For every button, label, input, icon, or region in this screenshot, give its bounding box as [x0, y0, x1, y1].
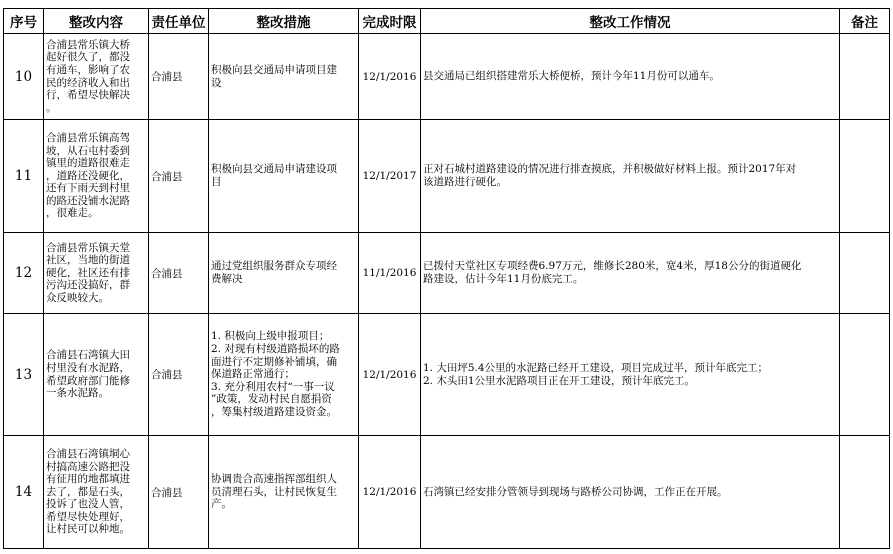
measure-line: 通过党组织服务群众专项经	[211, 260, 337, 273]
row-note	[840, 120, 890, 233]
row-no: 10	[4, 34, 44, 120]
measure-line: 面进行不定期修补铺填，确	[211, 355, 337, 368]
row-no: 13	[4, 314, 44, 436]
row-measure	[209, 120, 359, 233]
header-no: 序号	[4, 9, 44, 34]
content-line: ，很难走。	[46, 207, 99, 220]
row-deadline: 12/1/2017	[359, 120, 421, 233]
content-line: 村搞高速公路把没	[46, 460, 130, 473]
measure-line: 保道路正常通行；	[211, 368, 295, 381]
header-content: 整改内容	[44, 9, 149, 34]
row-measure	[209, 436, 359, 549]
progress-line: 县交通局已组织搭建常乐大桥便桥，预计今年11月份可以通车。	[423, 70, 720, 82]
header-deadline: 完成时限	[359, 9, 421, 34]
content-line: 去了，都是石头，	[46, 485, 130, 498]
row-deadline: 12/1/2016	[359, 34, 421, 120]
content-line: 污沟还没搞好，群	[46, 279, 130, 292]
row-progress	[421, 120, 840, 233]
measure-line: 积极向县交通局申请项目建	[211, 63, 337, 76]
header-row	[4, 9, 890, 34]
row-unit: 合浦县	[149, 436, 209, 549]
content-line: 众反映较大。	[46, 291, 109, 304]
measure-line: 1. 积极向上级申报项目；	[211, 330, 330, 343]
progress-line: 1. 大田坪5.4公里的水泥路已经开工建设，项目完成过半，预计年底完工；	[423, 361, 769, 374]
content-line: 行，希望尽快解决	[46, 89, 130, 102]
measure-line: 协调贵合高速指挥部组织人	[211, 473, 337, 486]
row-deadline: 12/1/2016	[359, 314, 421, 436]
measure-line: 费解决	[211, 273, 243, 285]
content-line: 村里没有水泥路，	[46, 361, 130, 374]
row-measure	[209, 34, 359, 120]
table-row	[4, 436, 890, 549]
measure-line: 产。	[211, 498, 232, 511]
row-content	[44, 314, 149, 436]
content-line: 民的经济收入和出	[46, 76, 130, 89]
content-line: 的路还没铺水泥路	[46, 194, 130, 207]
content-line: 社区，当地的街道	[46, 254, 130, 267]
table-row	[4, 120, 890, 233]
content-line: 让村民可以种地。	[46, 523, 130, 536]
content-line: 希望政府部门能修	[46, 374, 130, 387]
measure-line: ”政策，发动村民自愿捐资	[211, 393, 332, 406]
row-progress	[421, 436, 840, 549]
measure-line: 设	[211, 76, 222, 89]
progress-line: 该道路进行硬化。	[423, 176, 507, 188]
measure-line: 3. 充分利用农村“一事一议	[211, 380, 335, 393]
row-no: 14	[4, 436, 44, 549]
row-deadline: 12/1/2016	[359, 436, 421, 549]
measure-line: 员清理石头，让村民恢复生	[211, 485, 337, 498]
content-line: 硬化，社区还有排	[46, 266, 130, 279]
row-no: 11	[4, 120, 44, 233]
content-line: 合浦县石湾镇垌心	[46, 447, 130, 460]
content-line: 合浦县石湾镇大田	[46, 349, 130, 362]
measure-line: 目	[211, 176, 222, 188]
progress-line: 路建设，估计今年11月份底完工。	[423, 273, 584, 285]
progress-line: 石湾镇已经安排分管领导到现场与路桥公司协调，工作正在开展。	[423, 485, 728, 498]
row-unit: 合浦县	[149, 34, 209, 120]
header-unit: 责任单位	[149, 9, 209, 34]
row-progress	[421, 233, 840, 314]
progress-line: 已拨付天堂社区专项经费6.97万元，维修长280米，宽4米，厚18公分的街道硬化	[423, 260, 802, 272]
table-row	[4, 314, 890, 436]
row-note	[840, 436, 890, 549]
header-progress: 整改工作情况	[421, 9, 840, 34]
row-measure	[209, 233, 359, 314]
row-no: 12	[4, 233, 44, 314]
content-line: 镇里的道路很难走	[46, 157, 130, 170]
row-unit: 合浦县	[149, 314, 209, 436]
row-content	[44, 34, 149, 120]
table-row	[4, 233, 890, 314]
measure-line: ，筹集村级道路建设资金。	[211, 405, 337, 418]
content-line: 坡，从石屯村委到	[46, 144, 130, 157]
row-deadline: 11/1/2016	[359, 233, 421, 314]
header-measure: 整改措施	[209, 9, 359, 34]
content-line: 希望尽快处理好，	[46, 510, 130, 523]
row-note	[840, 314, 890, 436]
content-line: 起好很久了，都没	[46, 51, 130, 64]
row-unit: 合浦县	[149, 120, 209, 233]
row-note	[840, 233, 890, 314]
content-line: ，道路还没硬化，	[46, 169, 130, 182]
row-note	[840, 34, 890, 120]
progress-line: 2. 木头田1公里水泥路项目正在开工建设，预计年底完工。	[423, 374, 696, 387]
content-line: 合浦县常乐镇大桥	[46, 38, 130, 51]
progress-line: 正对石城村道路建设的情况进行排查摸底，并积极做好材料上报。预计2017年对	[423, 163, 797, 175]
content-line: 合浦县常乐镇天堂	[46, 241, 130, 254]
row-measure	[209, 314, 359, 436]
measure-line: 2. 对现有村级道路损坏的路	[211, 343, 340, 356]
content-line: 合浦县常乐镇高驾	[46, 131, 130, 144]
content-line: 有征用的地都填进	[46, 473, 130, 486]
row-content	[44, 120, 149, 233]
row-content	[44, 233, 149, 314]
content-line: 投诉了也没人管，	[46, 498, 130, 511]
content-line: 还有下雨天到村里	[46, 182, 130, 195]
content-line: 。	[46, 101, 57, 114]
row-progress	[421, 34, 840, 120]
table-row	[4, 34, 890, 120]
content-line: 有通车，影响了农	[46, 63, 130, 76]
content-line: 一条水泥路。	[46, 387, 109, 400]
header-note: 备注	[840, 9, 890, 34]
row-content	[44, 436, 149, 549]
row-progress	[421, 314, 840, 436]
rectification-table	[3, 8, 890, 549]
measure-line: 积极向县交通局申请建设项	[211, 163, 337, 176]
row-unit: 合浦县	[149, 233, 209, 314]
